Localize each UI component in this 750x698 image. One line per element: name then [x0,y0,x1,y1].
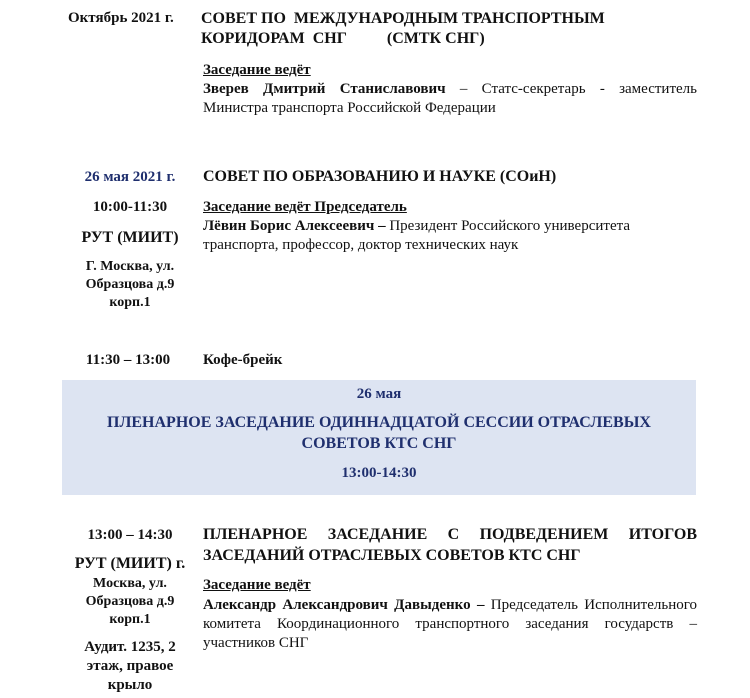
banner-title: ПЛЕНАРНОЕ ЗАСЕДАНИЕ ОДИННАДЦАТОЙ СЕССИИ ОТРАСЛЕВЫХ СОВЕТОВ КТС СНГ [107,414,651,452]
chair-name: Александр Александрович Давыденко – [203,597,485,613]
chair-heading: Заседание ведёт Председатель [203,199,407,215]
section3-chair-heading [203,576,311,595]
chair-name: Зверев Дмитрий Станиславович [203,81,446,97]
chair-name: Лёвин Борис Алексеевич – [203,218,386,234]
section1-chair [203,80,697,118]
section1-date: Октябрь 2021 г. [68,10,174,26]
banner-time: 13:00-14:30 [341,465,417,481]
chair-role: Председатель Исполнительного комитета Координационного транспортного заседания государств – участников СНГ [203,597,697,651]
chair-role: – Статс-секретарь - заместитель Министра транспорта Российской Федерации [203,81,697,116]
break-time: 11:30 – 13:00 [85,352,171,368]
section2-chair-heading [203,198,407,217]
section2-time: 10:00-11:30 [92,199,168,215]
break-label: Кофе-брейк [203,352,283,368]
section3-room: Аудит. 1235, 2 этаж, правое крыло [84,639,176,693]
section1-title-line1: СОВЕТ ПО МЕЖДУНАРОДНЫМ ТРАНСПОРТНЫМ [201,10,605,27]
section2-title: СОВЕТ ПО ОБРАЗОВАНИЮ И НАУКЕ (СОиН) [203,168,557,185]
section2-address: Г. Москва, ул. Образцова д.9 корп.1 [85,259,175,310]
section3-venue: РУТ (МИИТ) г. [74,555,186,572]
chair-heading: Заседание ведёт [203,577,311,593]
section3-time: 13:00 – 14:30 [87,527,173,543]
chair-role: Президент Российского университета транспорта, профессор, доктор технических наук [203,218,631,253]
section2-date [50,168,210,187]
section2-chair [203,217,697,255]
plenary-banner [62,380,696,495]
section1-chair-heading [203,61,311,80]
section3-chair [203,596,697,653]
section2-venue: РУТ (МИИТ) [81,229,179,246]
date-text: 26 мая 2021 г. [84,169,176,185]
banner-date: 26 мая [356,386,402,402]
chair-heading: Заседание ведёт [203,62,311,78]
section1-title-line2: КОРИДОРАМ СНГ (СМТК СНГ) [201,30,485,47]
section3-address: Москва, ул. Образцова д.9 корп.1 [85,576,175,627]
section3-title: ПЛЕНАРНОЕ ЗАСЕДАНИЕ С ПОДВЕДЕНИЕМ ИТОГОВ ЗАСЕДАНИЙ ОТРАСЛЕВЫХ СОВЕТОВ КТС СНГ [203,526,697,564]
